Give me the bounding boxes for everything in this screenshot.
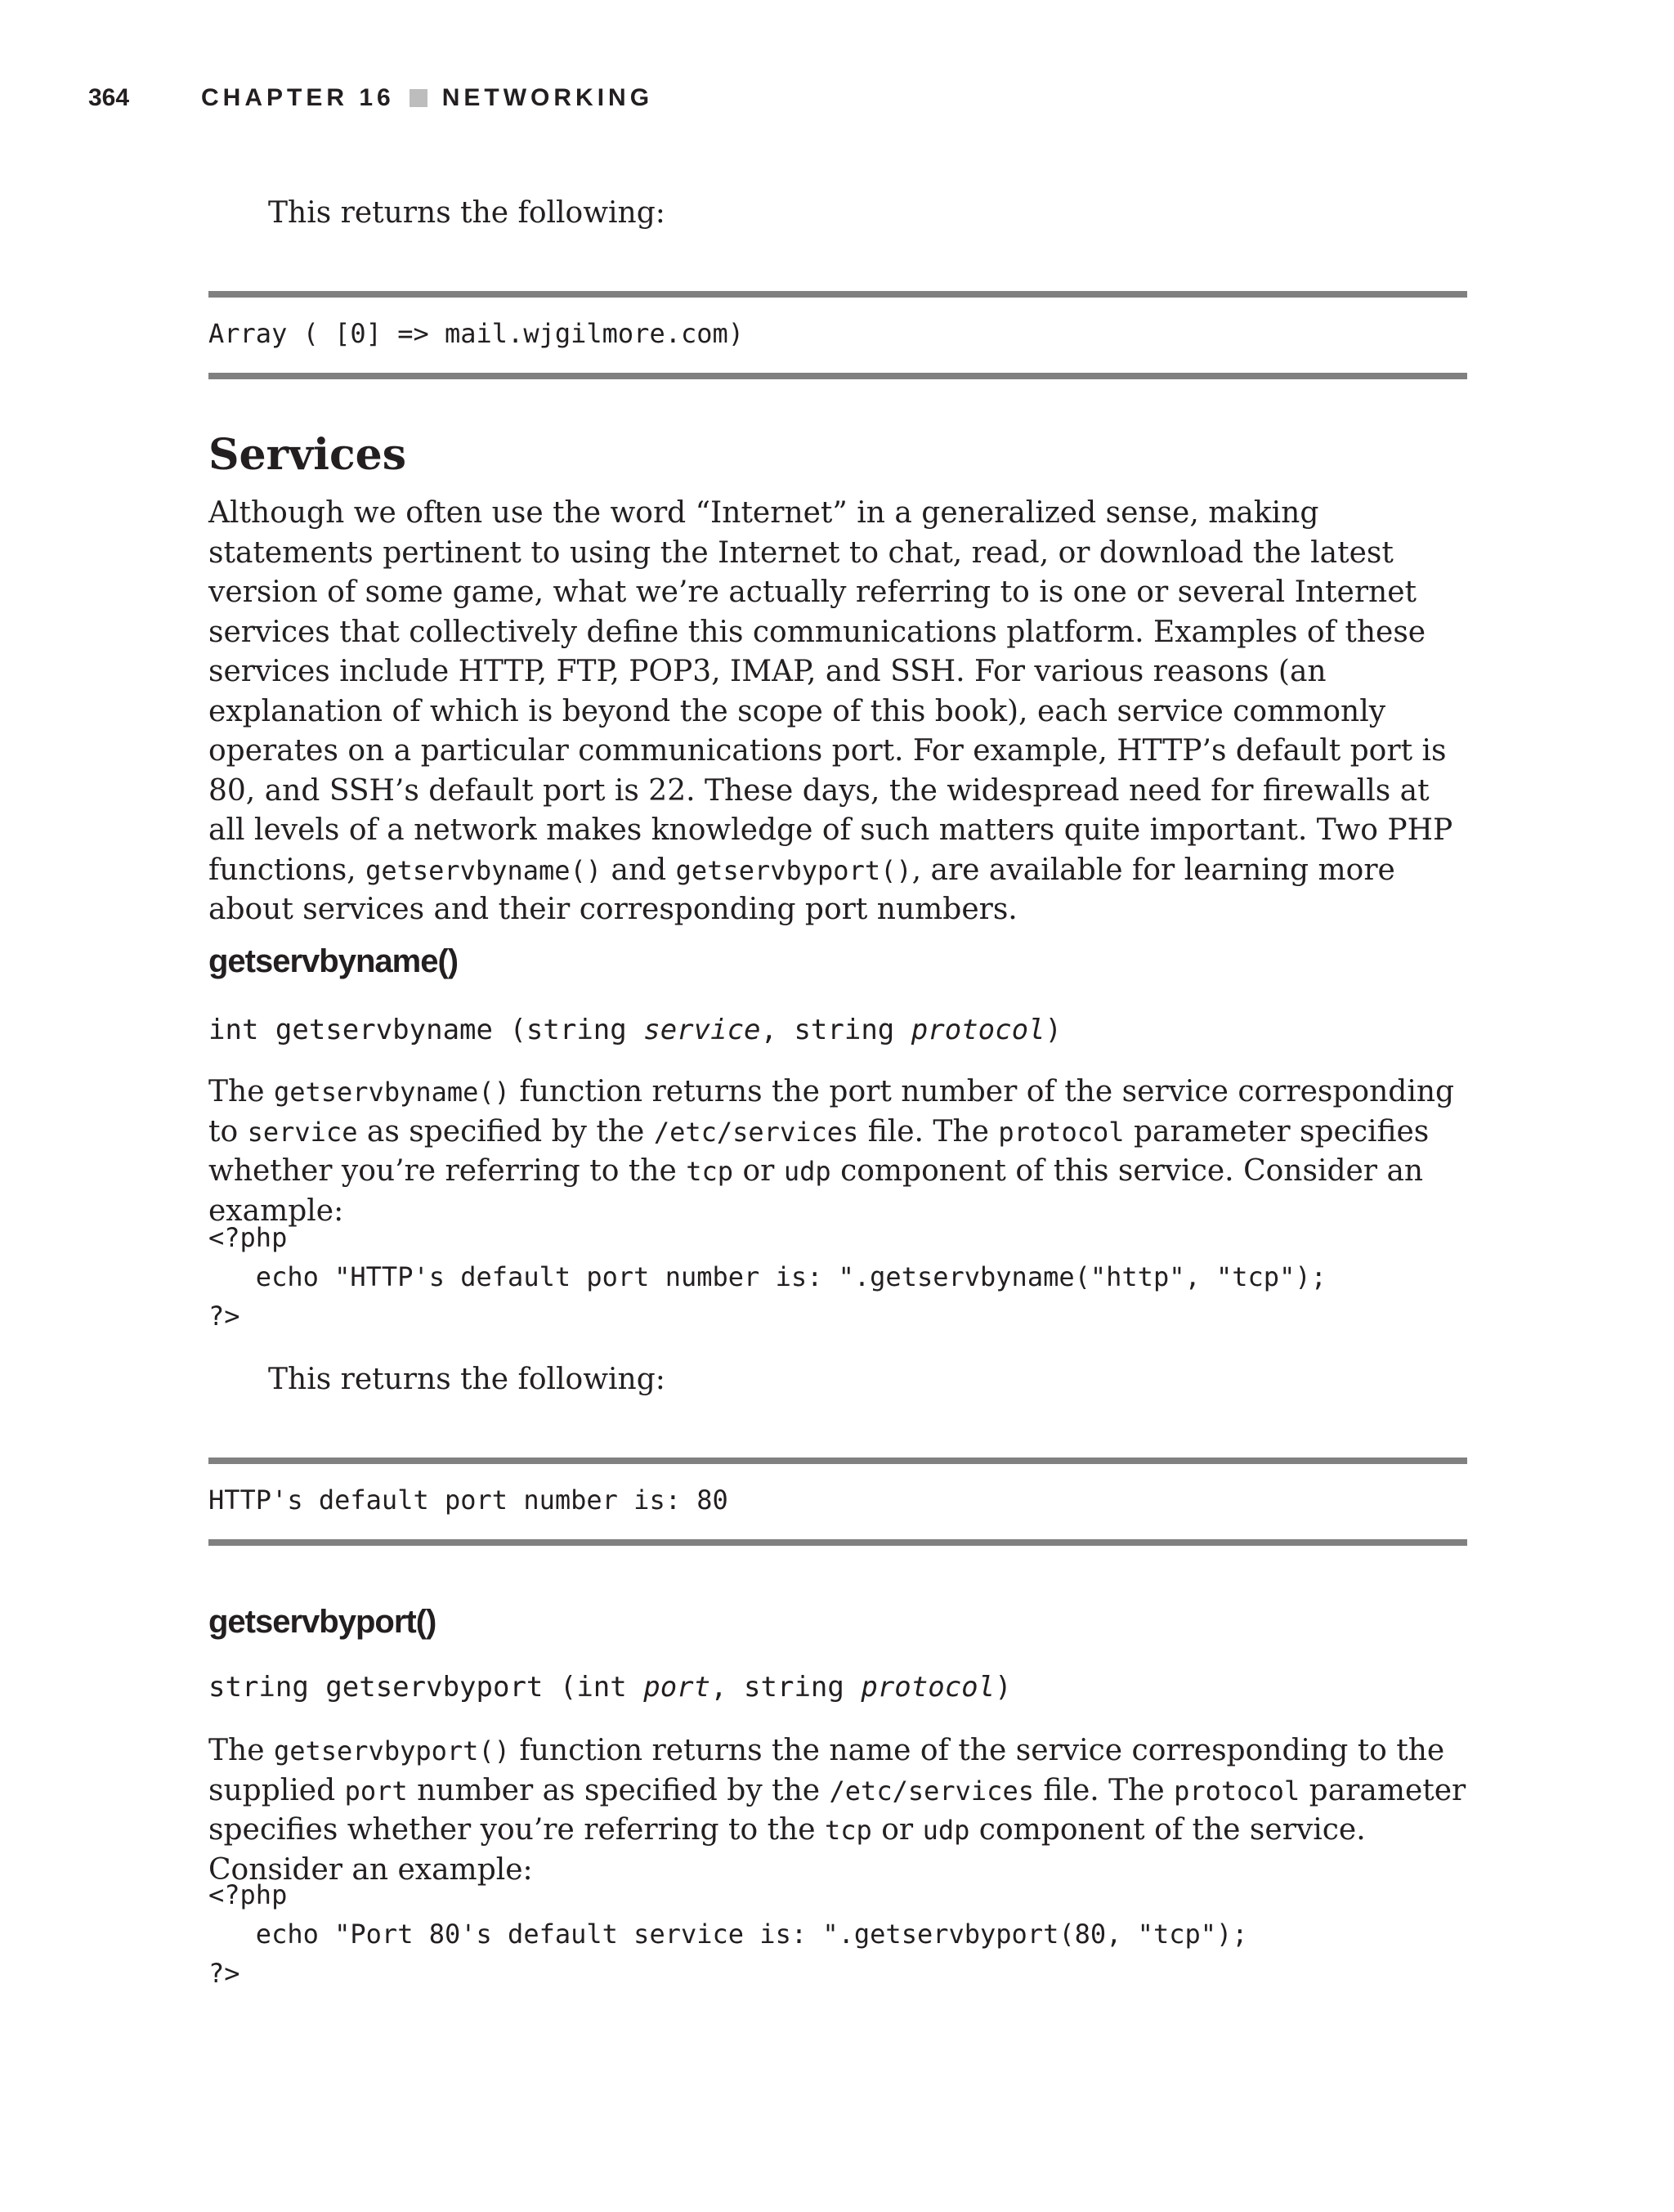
output-rule-top <box>208 1458 1467 1464</box>
code-line: ?> <box>208 1301 240 1332</box>
code-line: ?> <box>208 1958 240 1989</box>
output-block-1: Array ( [0] => mail.wjgilmore.com) <box>208 318 745 349</box>
subheading-getservbyport: getservbyport() <box>208 1604 436 1640</box>
page-number: 364 <box>88 84 130 111</box>
output-rule-bottom <box>208 373 1467 379</box>
returns-text-1: This returns the following: <box>268 196 665 230</box>
returns-text-2: This returns the following: <box>268 1363 665 1396</box>
code-block-getservbyname <box>208 1218 1327 1336</box>
code-line: echo "HTTP's default port number is: ".getservbyname("http", "tcp"); <box>208 1261 1327 1292</box>
code-line: <?php <box>208 1879 288 1910</box>
code-block-getservbyport <box>208 1875 1248 1993</box>
section-heading: Services <box>208 430 407 480</box>
section-label: NETWORKING <box>441 84 654 111</box>
output-block-2: HTTP's default port number is: 80 <box>208 1484 728 1516</box>
services-paragraph: Although we often use the word “Internet” in a generalized sense, making statements pertinent to using the Internet to chat, read, or download the latest version of some game, what we’re actually referring to is one or several Internet services that collectively define this communications platform. Examples of these services include HTTP, FTP, POP3, IMAP, and SSH. For various reasons (an explanation of which is beyond the scope of this book), each service commonly operates on a particular communications port. For example, HTTP’s default port is 80, and SSH’s default port is 22. These days, the widespread need for firewalls at all levels of a network makes knowledge of such matters quite important. Two PHP functions, getservbyname() and getservbyport(), are available for learning more about services and their corresponding port numbers. <box>208 496 1453 926</box>
getservbyname-description: The getservbyname() function returns the port number of the service corresponding to service as specified by the /etc/services file. The protocol parameter specifies whether you’re referring to the tcp or udp component of this service. Consider an example: <box>208 1075 1455 1228</box>
code-line: echo "Port 80's default service is: ".getservbyport(80, "tcp"); <box>208 1919 1248 1950</box>
code-line: <?php <box>208 1222 288 1253</box>
subheading-getservbyname: getservbyname() <box>208 943 459 979</box>
output-rule-bottom <box>208 1539 1467 1546</box>
output-rule-top <box>208 291 1467 298</box>
inline-code: getservbyname() <box>365 854 602 886</box>
prototype-getservbyport: string getservbyport (int port, string protocol) <box>208 1671 1012 1704</box>
prototype-getservbyname: int getservbyname (string service, string protocol) <box>208 1014 1062 1046</box>
getservbyport-description: The getservbyport() function returns the name of the service corresponding to the supplied port number as specified by the /etc/services file. The protocol parameter specifies whether you’re referring to the tcp or udp component of the service. Consider an example: <box>208 1734 1466 1887</box>
chapter-label: CHAPTER 16 <box>201 84 395 111</box>
inline-code: getservbyport() <box>675 854 912 886</box>
running-header <box>88 78 653 118</box>
square-divider-icon <box>410 89 427 107</box>
